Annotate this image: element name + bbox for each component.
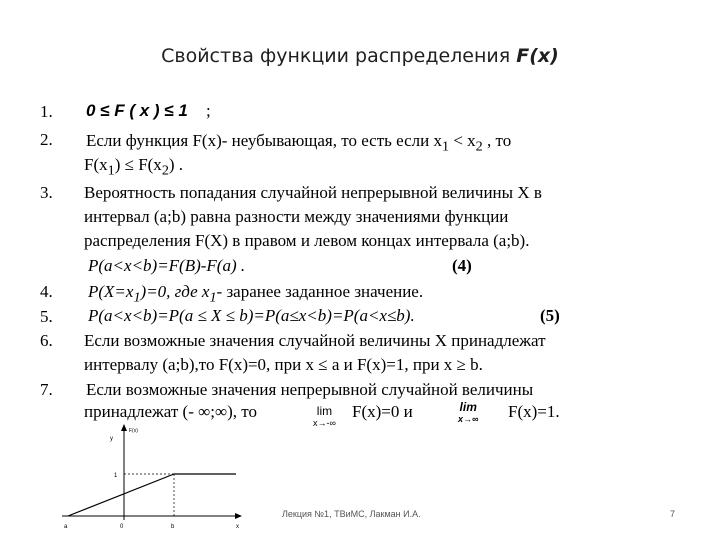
equation-number-5: (5)	[540, 306, 560, 325]
item-3-line-1: Вероятность попадания случайной непрерывной величины X в	[84, 183, 542, 202]
item-2-mid: < x	[449, 131, 476, 150]
title-function: F(x)	[516, 45, 559, 67]
formula-5: P(a<x<b)=P(a ≤ X ≤ b)=P(a≤x<b)=P(a<x≤b).	[88, 306, 415, 325]
item-number-1: 1.	[40, 102, 53, 121]
item-4-a: P(X=x	[88, 282, 134, 301]
lim-word: lim	[459, 400, 477, 414]
title-text: Свойства функции распределения	[161, 45, 511, 67]
item-3-line-2: интервал (a;b) равна разности между значениями функции	[84, 207, 509, 226]
lim-sub: x→-∞	[313, 418, 336, 428]
item-1-end: ;	[206, 101, 211, 120]
item-4	[88, 282, 423, 306]
limit-infinity	[458, 400, 478, 424]
item-7-line-2	[84, 402, 257, 422]
y-axis-arrow	[121, 424, 127, 431]
page-number: 7	[670, 509, 676, 519]
sub: 2	[161, 162, 169, 179]
distribution-function-graph	[60, 422, 260, 532]
cdf-rising-segment	[68, 474, 174, 516]
b-label: b	[171, 524, 175, 530]
y-axis-label: y	[110, 436, 113, 442]
sub: 1	[441, 138, 450, 155]
item-7-line-1: Если возможные значения непрерывной случайной величины	[86, 380, 534, 399]
footer-lecture: Лекция №1, ТВиМС, Лакман И.А.	[282, 509, 421, 519]
item-3-line-3: распределения F(X) в правом и левом концах интервала (a;b).	[84, 231, 530, 250]
slide-title	[0, 45, 720, 67]
item-6-line-1: Если возможные значения случайной величины X принадлежат	[84, 331, 546, 350]
item-2-line-1	[86, 131, 511, 155]
item-2-line2-end: ) .	[168, 155, 184, 174]
item-7-mid: F(x)=0 и	[352, 402, 413, 421]
item-number-4: 4.	[40, 282, 53, 301]
item-number-5: 5.	[40, 307, 53, 326]
x-axis-arrow	[235, 513, 242, 519]
item-2-text: Если функция F(x)- неубывающая, то есть если x	[86, 131, 442, 150]
sub: 2	[475, 138, 483, 155]
item-7-end: F(x)=1.	[508, 402, 560, 421]
sub: 1	[133, 289, 141, 306]
item-number-7: 7.	[40, 380, 53, 399]
equation-number-4: (4)	[452, 256, 472, 275]
sub: 1	[107, 162, 115, 179]
limit-minus-infinity	[313, 404, 336, 428]
lim-sub: x→∞	[458, 414, 479, 424]
item-number-3: 3.	[40, 183, 53, 202]
item-4-c: - заранее заданное значение.	[216, 282, 424, 301]
fx-label: F(x)	[129, 428, 138, 434]
a-label: a	[64, 524, 68, 530]
property-bounds-formula: 0 ≤ F ( x ) ≤ 1	[86, 101, 188, 120]
item-4-b: )=0, где x	[140, 282, 210, 301]
zero-label: 0	[120, 524, 124, 530]
x-axis-label: x	[236, 524, 239, 530]
lim-word: lim	[316, 404, 333, 418]
item-1	[86, 101, 211, 121]
sub: 1	[209, 289, 217, 306]
item-2-line-2	[84, 155, 183, 179]
one-label: 1	[114, 473, 118, 479]
item-number-2: 2.	[40, 130, 53, 149]
item-2-line2-text: F(x	[84, 155, 108, 174]
item-2-line2-mid: ) ≤ F(x	[114, 155, 162, 174]
item-number-6: 6.	[40, 331, 53, 350]
item-6-line-2: интервалу (a;b),то F(x)=0, при x ≤ a и F(x)=1, при x ≥ b.	[84, 355, 483, 374]
item-2-end: , то	[482, 131, 512, 150]
formula-4: P(a<x<b)=F(B)-F(a) .	[88, 256, 246, 275]
item-7-line2-a: принадлежат (- ∞;∞), то	[84, 402, 257, 421]
